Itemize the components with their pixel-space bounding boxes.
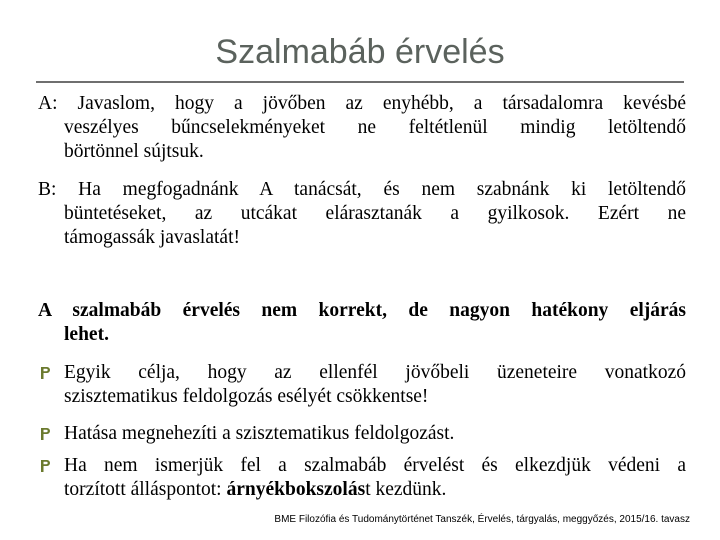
bullet-icon [40,460,50,472]
dialogue-a-line-3: börtönnel sújtsuk. [64,141,204,162]
dialogue-a [38,92,686,164]
bullet-1-line-2: szisztematikus feldolgozás esélyét csökkentse! [64,386,429,407]
slide-footer: BME Filozófia és Tudománytörténet Tanszék, Érvelés, tárgyalás, meggyőzés, 2015/16. tavasz [274,514,690,525]
bullet-3-line-2-start: torzított álláspontot: [64,479,227,500]
bullet-1-line-1: Egyik célja, hogy az ellenfél jövőbeli üzeneteire vonatkozó [64,362,686,383]
dialogue-b-line-3: támogassák javaslatát! [64,227,240,248]
title-divider [36,81,684,83]
bullet-icon [40,367,50,379]
main-statement-line-1: A szalmabáb érvelés nem korrekt, de nagyon hatékony eljárás [38,300,686,321]
bullet-icon [40,428,50,440]
bullet-3-emphasis: árnyékbokszolás [226,479,366,500]
bullet-item-3 [38,454,686,502]
bullet-2-line-1: Hatása megnehezíti a szisztematikus feldolgozást. [64,423,455,444]
dialogue-b-line-2: büntetéseket, az utcákat elárasztanák a gyilkosok. Ezért ne [64,203,686,224]
dialogue-a-line-1: A: Javaslom, hogy a jövőben az enyhébb, a társadalomra kevésbé [38,93,686,114]
dialogue-b-line-1: B: Ha megfogadnánk A tanácsát, és nem szabnánk ki letöltendő [38,179,686,200]
bullet-3-line-1: Ha nem ismerjük fel a szalmabáb érvelést és elkezdjük védeni a [64,455,686,476]
bullet-item-2 [38,422,686,446]
bullet-item-1 [38,361,686,409]
slide-title: Szalmabáb érvelés [215,33,505,71]
bullet-3-line-2 [64,478,686,502]
dialogue-b [38,178,686,250]
main-statement [38,299,686,347]
dialogue-a-line-2: veszélyes bűncselekményeket ne feltétlenül mindig letöltendő [64,117,686,138]
main-statement-line-2: lehet. [64,324,109,345]
bullet-3-line-2-end: t kezdünk. [365,479,447,500]
